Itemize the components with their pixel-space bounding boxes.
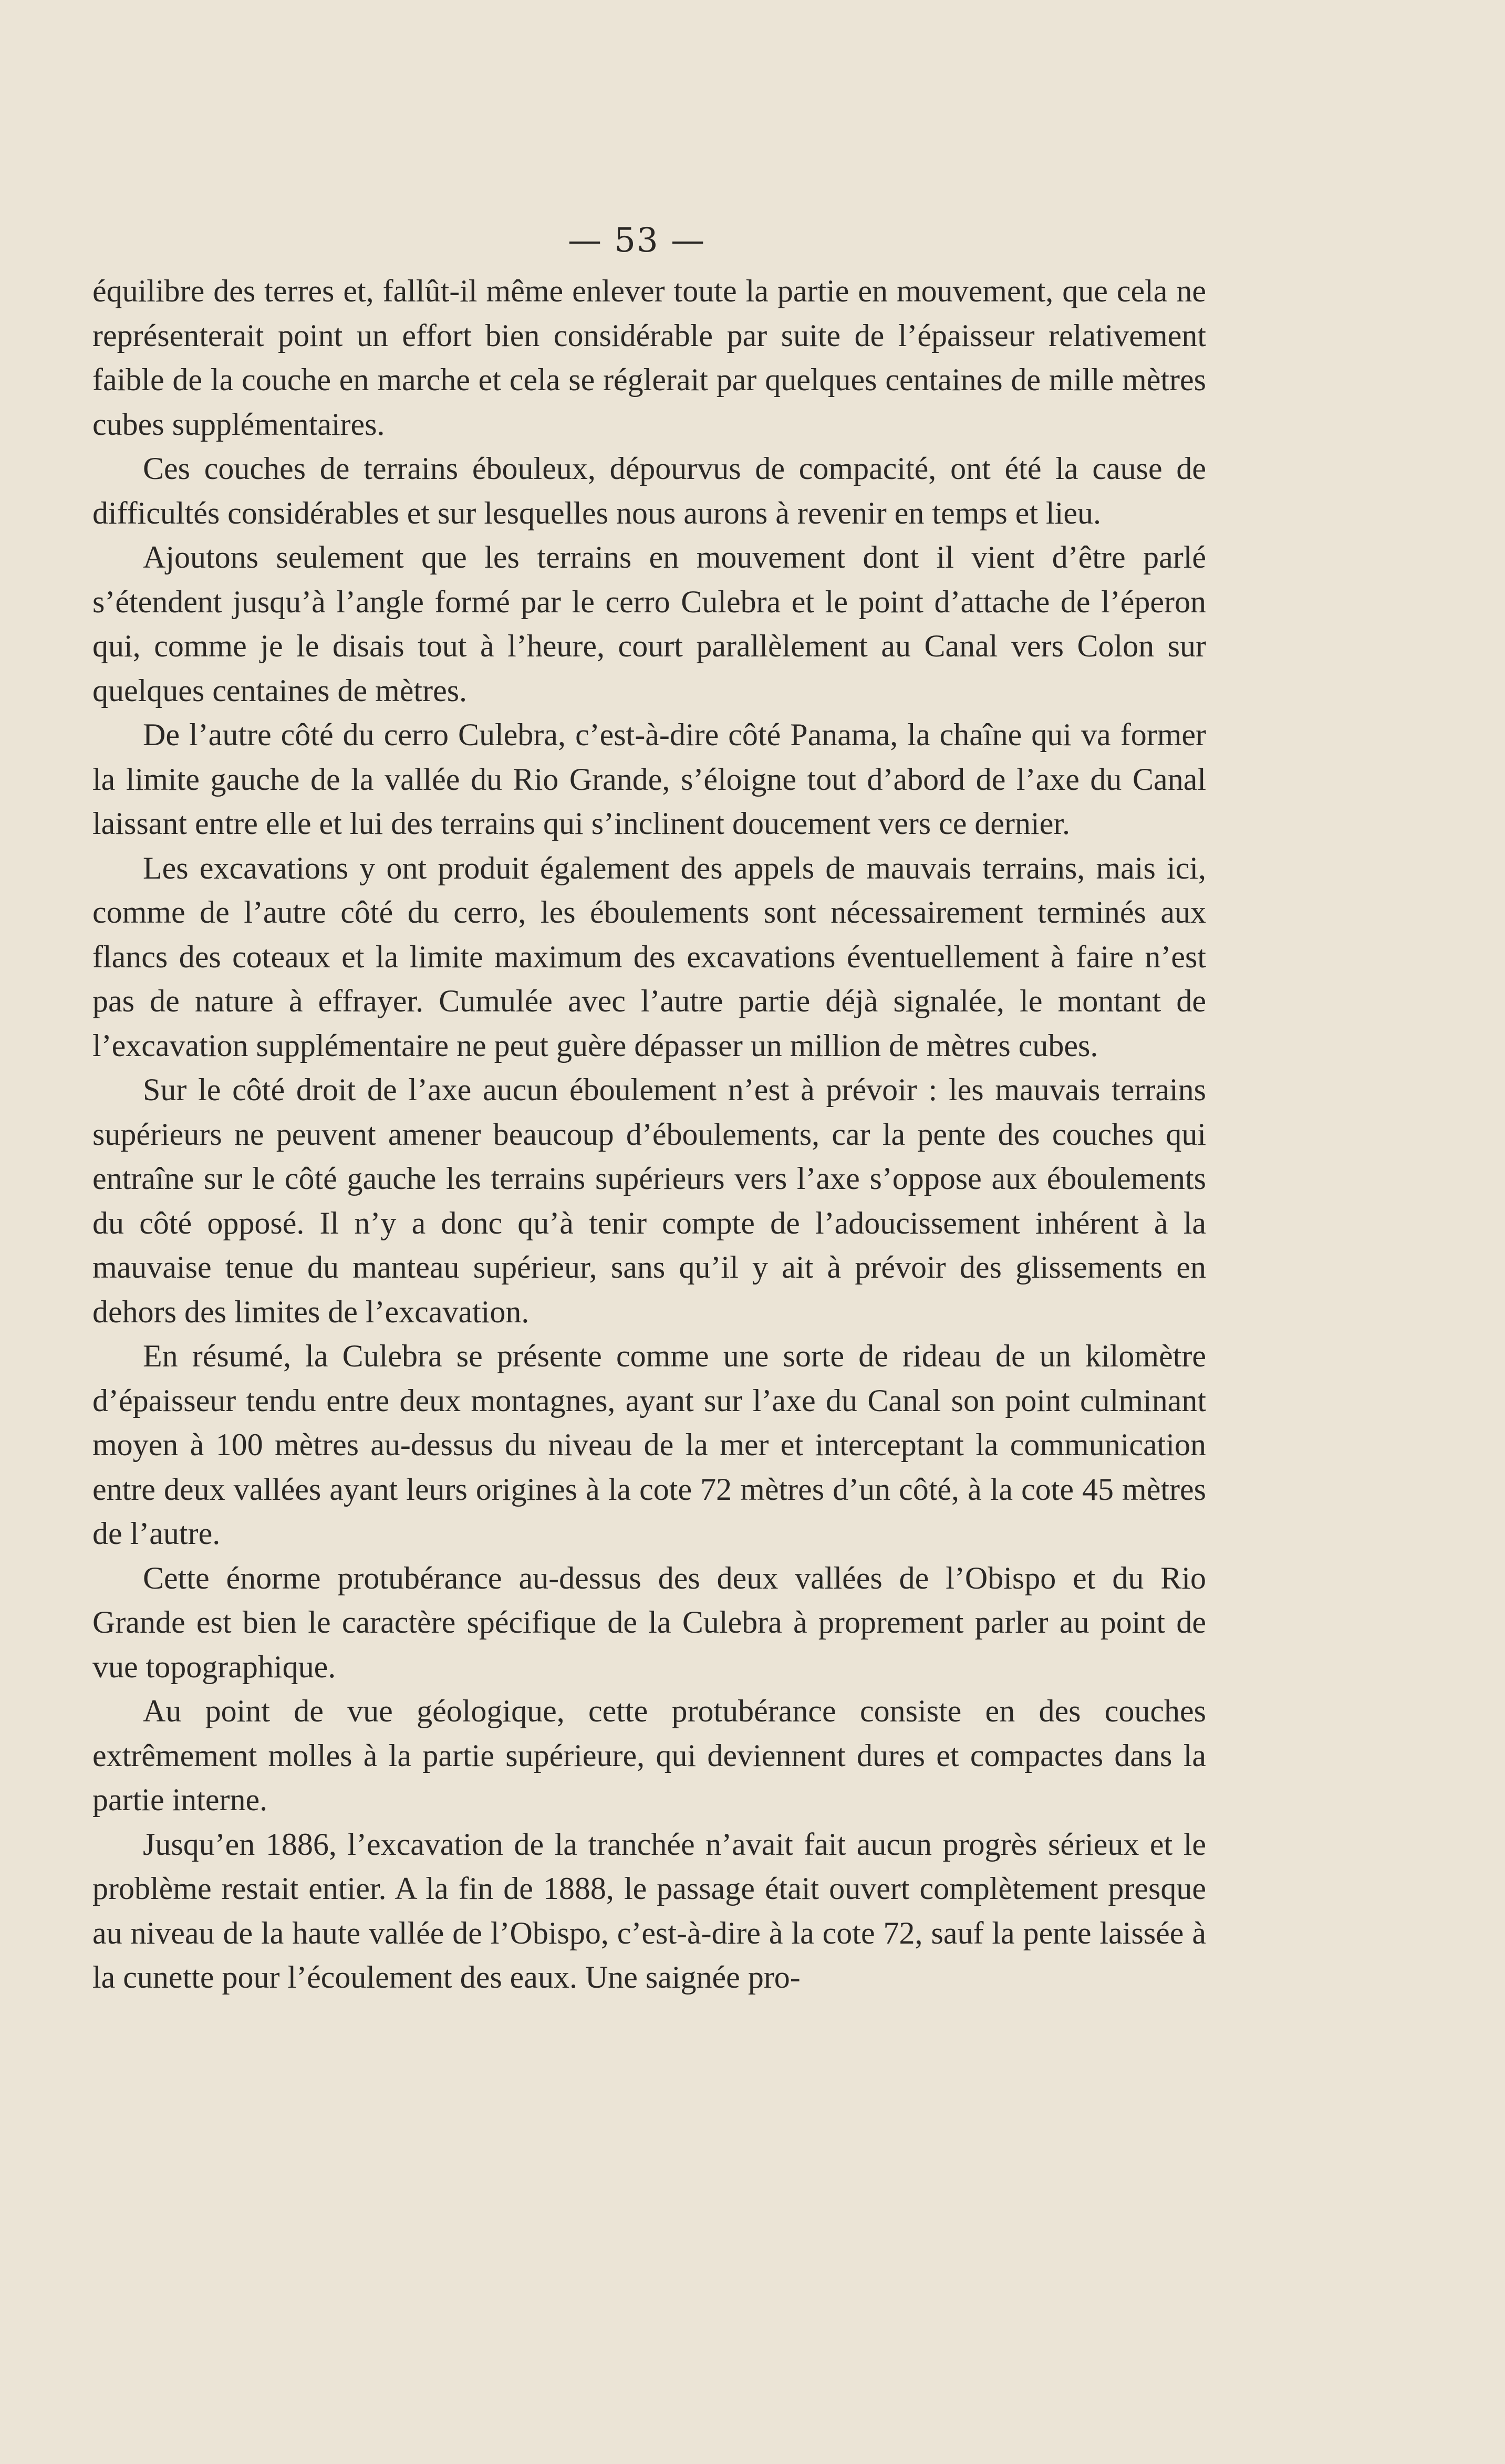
paragraph-8: Cette énorme protubérance au-dessus des deux vallées de l’Obispo et du Rio Grande est bien le caractère spécifique de la Culebra à proprement parler au point de vue topographique. (92, 1560, 1206, 1684)
body-text (92, 269, 1206, 2000)
page-number: — 53 — (567, 221, 706, 260)
paragraph-4: De l’autre côté du cerro Culebra, c’est-à-dire côté Panama, la chaîne qui va former la limite gauche de la vallée du Rio Grande, s’éloigne tout d’abord de l’axe du Canal laissant entre elle et lui des terrains qui s’inclinent doucement vers ce dernier. (92, 717, 1206, 841)
paragraph-6: Sur le côté droit de l’axe aucun éboulement n’est à prévoir : les mauvais terrains supérieurs ne peuvent amener beaucoup d’éboulements, car la pente des couches qui entraîne sur le côté gauche les terrains supérieurs vers l’axe s’oppose aux éboulements du côté opposé. Il n’y a donc qu’à tenir compte de l’adoucissement inhérent à la mauvaise tenue du manteau supérieur, sans qu’il y ait à prévoir des glissements en dehors des limites de l’excavation. (92, 1072, 1206, 1329)
paragraph-7: En résumé, la Culebra se présente comme une sorte de rideau de un kilomètre d’épaisseur tendu entre deux montagnes, ayant sur l’axe du Canal son point culminant moyen à 100 mètres au-dessus du niveau de la mer et interceptant la communication entre deux vallées ayant leurs origines à la cote 72 mètres d’un côté, à la cote 45 mètres de l’autre. (92, 1339, 1206, 1551)
paragraph-9: Au point de vue géologique, cette protubérance consiste en des couches extrêmement molles à la partie supérieure, qui deviennent dures et compactes dans la partie interne. (92, 1694, 1206, 1817)
paragraph-10: Jusqu’en 1886, l’excavation de la tranchée n’avait fait aucun progrès sérieux et le problème restait entier. A la fin de 1888, le passage était ouvert complètement presque au niveau de la haute vallée de l’Obispo, c’est-à-dire à la cote 72, sauf la pente laissée à la cunette pour l’écoulement des eaux. Une saignée pro- (92, 1826, 1206, 1995)
paragraph-2: Ces couches de terrains ébouleux, dépourvus de compacité, ont été la cause de difficultés considérables et sur lesquelles nous aurons à revenir en temps et lieu. (92, 451, 1206, 530)
paragraph-5: Les excavations y ont produit également des appels de mauvais terrains, mais ici, comme de l’autre côté du cerro, les éboulements sont nécessairement terminés aux flancs des coteaux et la limite maximum des excavations éventuellement à faire n’est pas de nature à effrayer. Cumulée avec l’autre partie déjà signalée, le montant de l’excavation supplémentaire ne peut guère dépasser un million de mètres cubes. (92, 850, 1206, 1063)
paragraph-3: Ajoutons seulement que les terrains en mouvement dont il vient d’être parlé s’étendent jusqu’à l’angle formé par le cerro Culebra et le point d’attache de l’éperon qui, comme je le disais tout à l’heure, court parallèlement au Canal vers Colon sur quelques centaines de mètres. (92, 540, 1206, 708)
paragraph-1: équilibre des terres et, fallût-il même enlever toute la partie en mouvement, que cela ne représenterait point un effort bien considérable par suite de l’épaisseur relativement faible de la couche en marche et cela se réglerait par quelques centaines de mille mètres cubes supplémentaires. (92, 274, 1206, 442)
